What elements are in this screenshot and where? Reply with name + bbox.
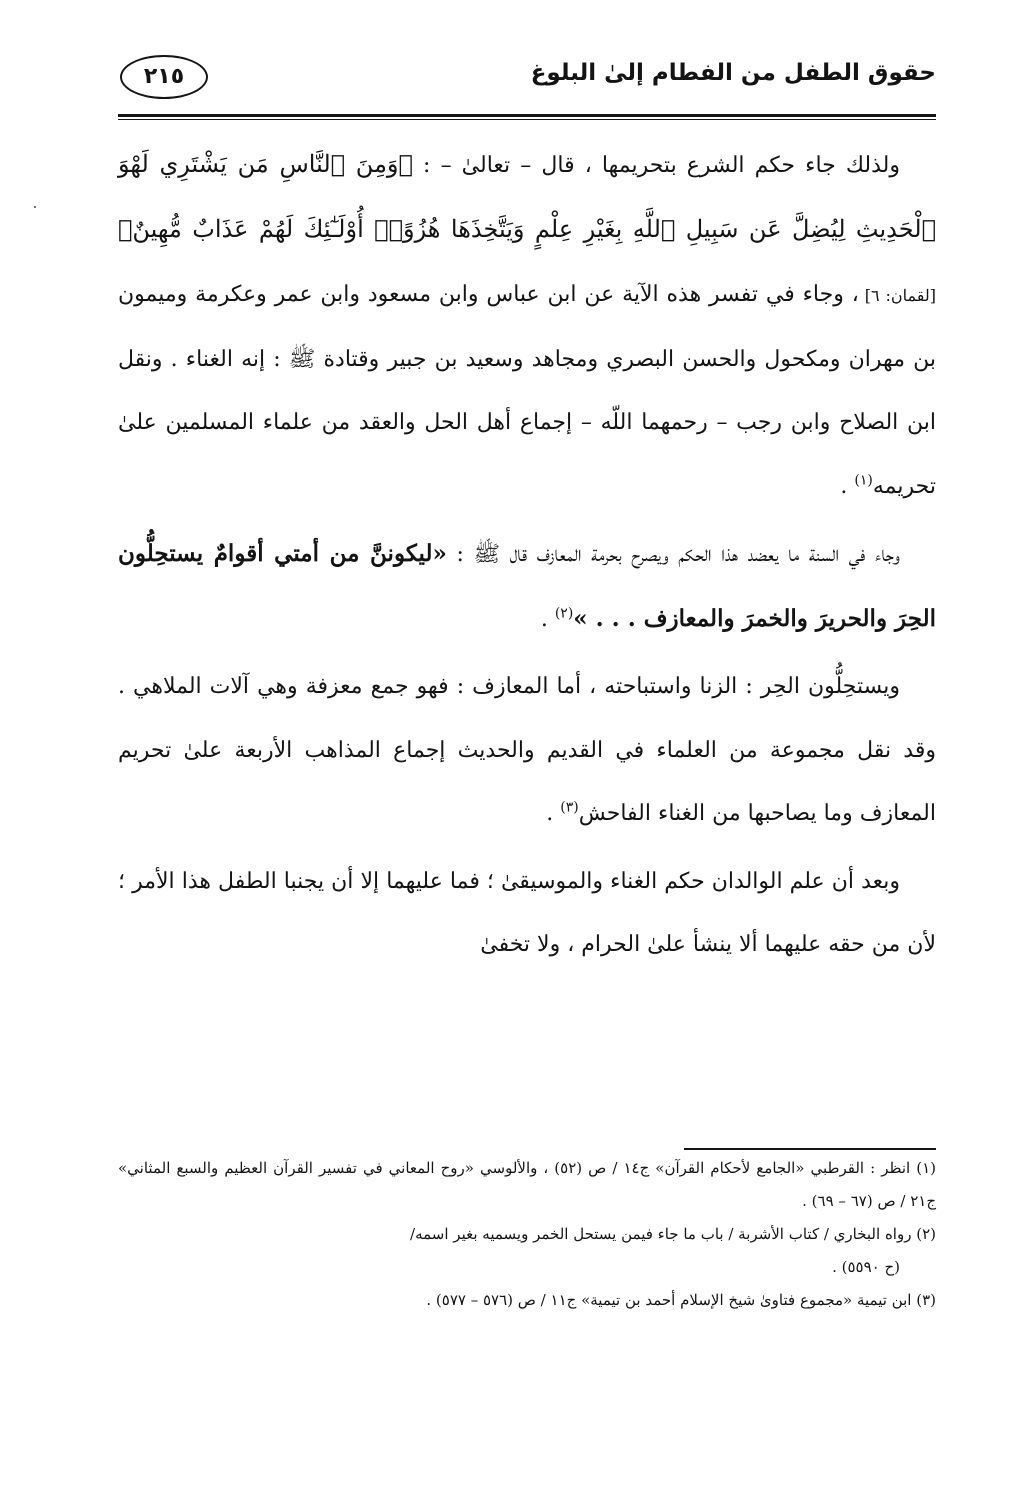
running-title: حقوق الطفل من الفطام إلىٰ البلوغ — [530, 60, 936, 86]
footnote-2-continuation: (ح ٥٥٩٠) . — [832, 1258, 900, 1276]
hadith-text: «ليكوننَّ من أمتي أقوامٌ يستحِلُّون الحِرَ والحريرَ والخمرَ والمعازف . . . » — [118, 540, 936, 632]
footnote-3: (٣) ابن تيمية «مجموع فتاوىٰ شيخ الإسلام أحمد بن تيمية» ج١١ / ص (٥٧٦ – ٥٧٧) . — [426, 1291, 936, 1309]
paragraph-4-text: وبعد أن علم الوالدان حكم الغناء والموسيقىٰ ؛ فما عليهما إلا أن يجنبا الطفل هذا الأمر ؛ لأن من حقه عليهما ألا ينشأ علىٰ الحرام ، ولا تخفىٰ — [118, 868, 936, 957]
paragraph-3-text: ويستحِلُّون الحِر : الزنا واستباحته ، أما المعازف : فهو جمع معزفة وهي آلات الملاهي . وقد نقل مجموعة من العلماء في القديم والحديث إجماع المذاهب الأربعة علىٰ تحريم المعازف وما يصاحبها من الغناء الفاحش — [118, 674, 936, 826]
paragraph-1 — [118, 133, 936, 518]
page-header — [118, 52, 936, 112]
footnote-separator — [684, 1148, 936, 1150]
scan-speck — [34, 206, 36, 208]
paragraph-3 — [118, 655, 936, 846]
paragraph-2-intro: وجاء في السنة ما يعضد هذا الحكم ويصرح بحرمة المعازف قال ﷺ : — [446, 542, 900, 567]
paragraph-3-end: . — [546, 801, 561, 826]
surah-reference: [لقمان: ٦] — [858, 286, 937, 305]
footnote-marker-2: (٢) — [554, 605, 574, 622]
paragraph-2-end: . — [540, 606, 555, 632]
footnote-2: (٢) رواه البخاري / كتاب الأشربة / باب ما جاء فيمن يستحل الخمر ويسميه بغير اسمه/ — [410, 1225, 936, 1243]
footnote-marker-3: (٣) — [560, 799, 579, 816]
header-rule-thick — [118, 114, 936, 117]
page-number-badge: ٢١٥ — [120, 55, 208, 99]
quran-verse: ﴿وَمِنَ ٱلنَّاسِ مَن يَشْتَرِي لَهْوَ ٱلْحَدِيثِ لِيُضِلَّ عَن سَبِيلِ ٱللَّهِ بِغَيْرِ عِلْمٍ وَيَتَّخِذَهَا هُزُوًاۚ أُوْلَـٰٓئِكَ لَهُمْ عَذَابٌ مُّهِينٌ﴾ — [118, 150, 936, 243]
main-text — [118, 133, 936, 977]
paragraph-2 — [118, 522, 936, 651]
header-rule-thin — [118, 119, 936, 120]
footnote-marker-1: (١) — [854, 472, 873, 489]
footnote-1: (١) انظر : القرطبي «الجامع لأحكام القرآن» ج١٤ / ص (٥٢) ، والألوسي «روح المعاني في تفسير القرآن العظيم والسبع المثاني» ج٢١ / ص (٦٧ – ٦٩) . — [118, 1159, 936, 1210]
paragraph-1-intro: ولذلك جاء حكم الشرع بتحريمها ، قال – تعالىٰ – : — [412, 153, 900, 178]
paragraph-1-text: ، وجاء في تفسر هذه الآية عن ابن عباس وابن مسعود وابن عمر وعكرمة وميمون بن مهران ومكحول والحسن البصري ومجاهد وسعيد بن جبير وقتادة ﷺ : إنه الغناء . ونقل ابن الصلاح وابن رجب – رحمهما اللّه – إجماع أهل الحل والعقد من علماء المسلمين علىٰ تحريمه — [118, 282, 936, 499]
footnotes — [118, 1152, 936, 1317]
paragraph-1-end: . — [840, 473, 855, 499]
paragraph-4 — [118, 850, 936, 977]
